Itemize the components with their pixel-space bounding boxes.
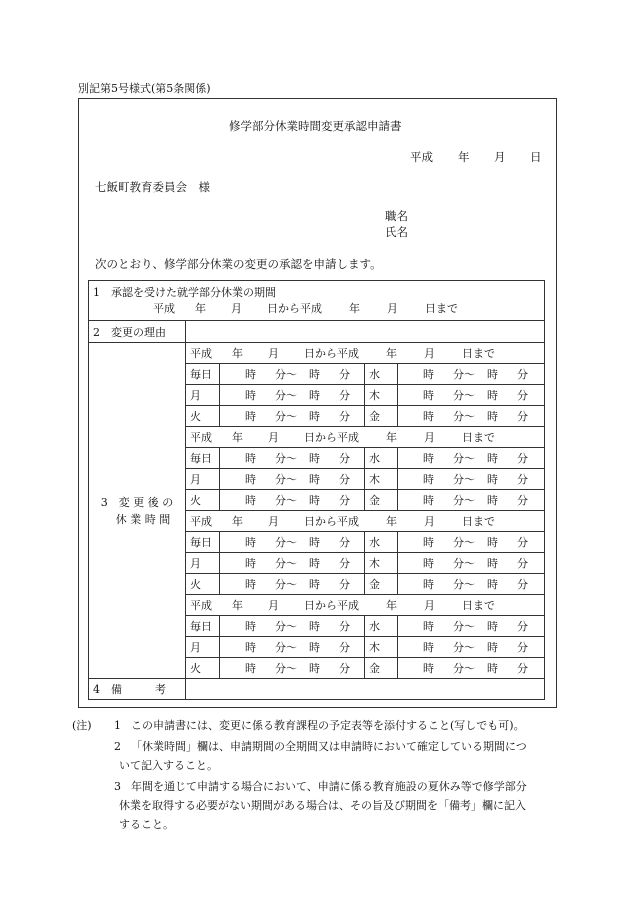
day-label: 水: [365, 532, 398, 553]
time-range[interactable]: 時 分～ 時 分: [220, 448, 365, 469]
note-line: この申請書には、変更に係る教育課程の予定表等を添付すること(写しでも可)。: [131, 719, 525, 732]
date-month: 月: [494, 150, 506, 164]
time-range[interactable]: 時 分～ 時 分: [220, 490, 365, 511]
note-number: 2: [114, 740, 121, 753]
note-line: 「休業時間」欄は、申請期間の全期間又は申請時において確定している期間につ: [131, 740, 527, 753]
section1-period: 平成 年 月 日から平成 年 月 日まで: [153, 301, 458, 315]
day-label: 月: [186, 469, 220, 490]
day-label: 月: [186, 553, 220, 574]
time-range[interactable]: 時 分～ 時 分: [220, 658, 365, 679]
day-label: 水: [365, 448, 398, 469]
application-table: [88, 280, 545, 700]
date-year: 年: [458, 150, 470, 164]
section2-value[interactable]: [186, 321, 545, 343]
day-label: 火: [186, 574, 220, 595]
section4-label: 4 備 考: [89, 679, 186, 700]
day-label: 水: [365, 364, 398, 385]
time-range[interactable]: 時 分～ 時 分: [398, 553, 545, 574]
schedule-period-row: [89, 343, 545, 364]
schedule-period[interactable]: 平成 年 月 日から平成 年 月 日まで: [186, 595, 545, 616]
time-range[interactable]: 時 分～ 時 分: [398, 637, 545, 658]
day-label: 火: [186, 490, 220, 511]
form-reference: 別記第5号様式(第5条関係): [78, 82, 211, 95]
time-range[interactable]: 時 分～ 時 分: [220, 637, 365, 658]
day-label: 毎日: [186, 364, 220, 385]
note-line: いて記入すること。: [119, 759, 218, 772]
day-label: 月: [186, 637, 220, 658]
schedule-period[interactable]: 平成 年 月 日から平成 年 月 日まで: [186, 511, 545, 532]
time-range[interactable]: 時 分～ 時 分: [398, 385, 545, 406]
day-label: 木: [365, 469, 398, 490]
time-range[interactable]: 時 分～ 時 分: [398, 364, 545, 385]
intro-text: 次のとおり、修学部分休業の変更の承認を申請します。: [95, 257, 382, 271]
date-era: 平成: [410, 150, 433, 164]
time-range[interactable]: 時 分～ 時 分: [398, 448, 545, 469]
day-label: 毎日: [186, 616, 220, 637]
section1-cell: [89, 281, 545, 321]
time-range[interactable]: 時 分～ 時 分: [220, 385, 365, 406]
section3-label-line1: 3 変 更 後 の: [100, 495, 174, 509]
day-label: 毎日: [186, 532, 220, 553]
note-number: 1: [114, 719, 121, 732]
day-label: 木: [365, 385, 398, 406]
day-label: 木: [365, 553, 398, 574]
time-range[interactable]: 時 分～ 時 分: [220, 574, 365, 595]
section4-row: [89, 679, 545, 700]
day-label: 木: [365, 637, 398, 658]
note-line: すること。: [119, 818, 174, 831]
time-range[interactable]: 時 分～ 時 分: [220, 553, 365, 574]
note-line: 年間を通じて申請する場合において、申請に係る教育施設の夏休み等で修学部分: [131, 780, 527, 793]
time-range[interactable]: 時 分～ 時 分: [220, 616, 365, 637]
notes-prefix: (注): [72, 719, 92, 732]
time-range[interactable]: 時 分～ 時 分: [398, 658, 545, 679]
day-label: 金: [365, 406, 398, 427]
day-label: 火: [186, 406, 220, 427]
addressee: 七飯町教育委員会 様: [95, 180, 210, 194]
date-day: 日: [530, 150, 542, 164]
time-range[interactable]: 時 分～ 時 分: [398, 469, 545, 490]
time-range[interactable]: 時 分～ 時 分: [398, 532, 545, 553]
time-range[interactable]: 時 分～ 時 分: [398, 406, 545, 427]
note-number: 3: [114, 780, 121, 793]
position-label: 職名: [385, 209, 408, 223]
time-range[interactable]: 時 分～ 時 分: [398, 574, 545, 595]
section4-value[interactable]: [186, 679, 545, 700]
time-range[interactable]: 時 分～ 時 分: [220, 532, 365, 553]
schedule-period[interactable]: 平成 年 月 日から平成 年 月 日まで: [186, 343, 545, 364]
form-title: 修学部分休業時間変更承認申請書: [229, 119, 402, 133]
day-label: 毎日: [186, 448, 220, 469]
time-range[interactable]: 時 分～ 時 分: [220, 406, 365, 427]
section3-label-line2: 休 業 時 間: [115, 512, 171, 526]
time-range[interactable]: 時 分～ 時 分: [398, 490, 545, 511]
section1-label: 1 承認を受けた就学部分休業の期間: [93, 285, 276, 299]
time-range[interactable]: 時 分～ 時 分: [398, 616, 545, 637]
day-label: 水: [365, 616, 398, 637]
day-label: 金: [365, 658, 398, 679]
section3-label: [89, 343, 186, 679]
time-range[interactable]: 時 分～ 時 分: [220, 364, 365, 385]
day-label: 火: [186, 658, 220, 679]
section1-row: [89, 281, 545, 321]
time-range[interactable]: 時 分～ 時 分: [220, 469, 365, 490]
day-label: 金: [365, 490, 398, 511]
day-label: 月: [186, 385, 220, 406]
section2-label: 2 変更の理由: [89, 321, 186, 343]
note-line: 休業を取得する必要がない期間がある場合は、その旨及び期間を「備考」欄に記入: [119, 799, 526, 812]
day-label: 金: [365, 574, 398, 595]
schedule-period[interactable]: 平成 年 月 日から平成 年 月 日まで: [186, 427, 545, 448]
name-label: 氏名: [385, 225, 408, 239]
section2-row: [89, 321, 545, 343]
